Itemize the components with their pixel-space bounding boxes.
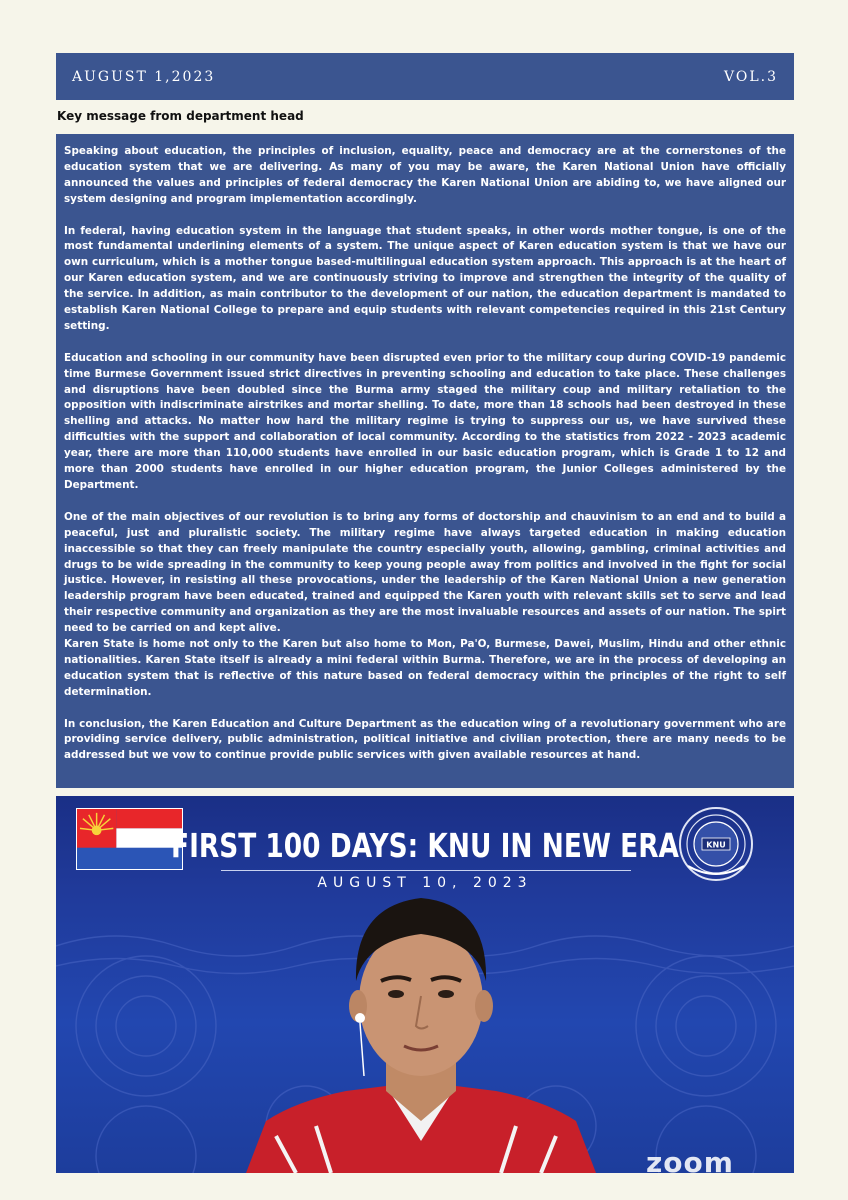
zoom-watermark: zoom (646, 1146, 734, 1173)
banner-divider (221, 870, 631, 871)
article-body (56, 134, 794, 788)
article-paragraph: Speaking about education, the principles of inclusion, equality, peace and democracy are at the cornerstones of the education system that we are delivering. As many of you may be aware, the Karen National Union have officially announced the values and principles of federal democracy the Karen National Union are abiding to, we have aligned our system designing and program implementation accordingly. (64, 145, 786, 205)
seal-label: KNU (706, 840, 726, 850)
issue-volume: VOL.3 (724, 68, 778, 85)
article-paragraph: One of the main objectives of our revolution is to bring any forms of doctorship and chauvinism to an end and to build a peaceful, just and pluralistic society. The military regime have always targeted education in making education inaccessible so that they can freely manipulate the country especially youth, allowing, gambling, criminal activities and drugs to be wide spreading in the community to keep young people away from politics and involved in the fight for social justice. However, in resisting all these provocations, under the leadership of the Karen National Union a new generation leadership program have been educated, trained and equipped the Karen youth with relevant skills set to serve and lead their respective community and organization as they are the most invaluable resources and assets of our nation. The spirt need to be carried on and kept alive. (64, 510, 786, 635)
article-paragraph: Education and schooling in our community have been disrupted even prior to the military coup during COVID-19 pandemic time Burmese Government issued strict directives in preventing schooling and education to take place. These challenges and disruptions have been doubled since the Burma army staged the military coup and military retaliation to the opposition with indiscriminate airstrikes and mortar shelling. To date, more than 18 schools had been destroyed in these shelling and attacks. No matter how hard the military regime is trying to suppress our us, we have survived these difficulties with the support and collaboration of local community. According to the statistics from 2022 - 2023 academic year, there are more than 110,000 students have enrolled in our basic education program, which is Grade 1 to 12 and more than 2000 students have enrolled in our higher education program, the Junior Colleges administered by the Department. (64, 351, 786, 491)
article-paragraph: In federal, having education system in the language that student speaks, in other words mother tongue, is one of the most fundamental underlining elements of a system. The unique aspect of Karen education system is that we have our own curriculum, which is a mother tongue based-multilingual education system approach. This approach is at the heart of our Karen education system, and we are continuously striving to improve and strengthen the integrity of the quality of the service. In addition, as main contributor to the development of our nation, the education department is mandated to establish Karen National College to prepare and equip students with relevant competencies required in this 21st Century setting. (64, 224, 786, 332)
issue-date: AUGUST 1,2023 (72, 68, 216, 85)
section-heading: Key message from department head (57, 109, 304, 123)
speaker-portrait (236, 886, 606, 1173)
banner-title: FIRST 100 DAYS: KNU IN NEW ERA (171, 826, 679, 865)
issue-header-bar (56, 53, 794, 100)
video-call-screenshot (56, 796, 794, 1173)
article-paragraph: In conclusion, the Karen Education and Culture Department as the education wing of a revolutionary government who are providing service delivery, public administration, political initiative and civilian protection, there are many needs to be addressed but we vow to continue provide public services with given available resources at hand. (64, 717, 786, 762)
article-paragraph: Karen State is home not only to the Karen but also home to Mon, Pa'O, Burmese, Dawei, Muslim, Hindu and other ethnic nationalities. Karen State itself is already a mini federal within Burma. Therefore, we are in the process of developing an education system that is reflective of this nature based on federal democracy within the principles of the right to self determination. (64, 638, 786, 698)
banner-date: AUGUST 10, 2023 (317, 875, 533, 891)
